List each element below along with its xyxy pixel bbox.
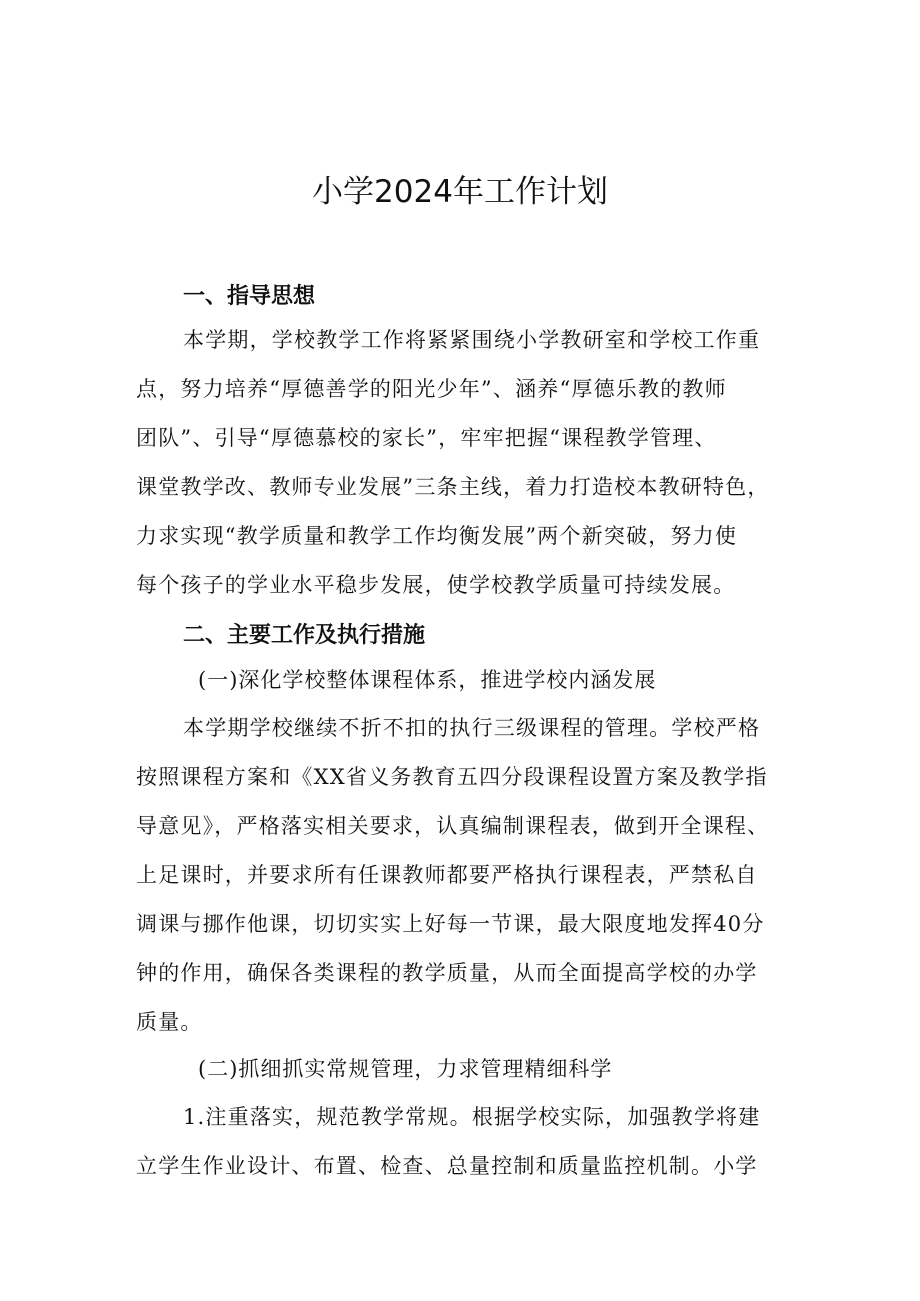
- paragraph-line: 点，努力培养“厚德善学的阳光少年”、涵养“厚德乐教的教师: [136, 377, 727, 401]
- paragraph-line: 质量。: [136, 1010, 203, 1034]
- paragraph-line: 课堂教学改、教师专业发展”三条主线，着力打造校本教研特色，: [136, 475, 770, 499]
- paragraph-line: 立学生作业设计、布置、检查、总量控制和质量监控机制。小学: [136, 1154, 758, 1178]
- paragraph-line: 上足课时，并要求所有任课教师都要严格执行课程表，严禁私自: [136, 863, 758, 887]
- paragraph-line: 调课与挪作他课，切切实实上好每一节课，最大限度地发挥40分: [136, 912, 765, 936]
- paragraph-line: 按照课程方案和《XX省义务教育五四分段课程设置方案及教学指: [136, 765, 768, 789]
- subsection-heading-curriculum: (一)深化学校整体课程体系，推进学校内涵发展: [198, 668, 657, 692]
- paragraph-line: 每个孩子的学业水平稳步发展，使学校教学质量可持续发展。: [136, 573, 736, 597]
- subsection-heading-routine-management: (二)抓细抓实常规管理，力求管理精细科学: [198, 1057, 613, 1081]
- section-heading-guiding-ideology: 一、指导思想: [183, 284, 316, 309]
- paragraph-line: 1.注重落实，规范教学常规。根据学校实际，加强教学将建: [183, 1105, 761, 1129]
- section-heading-main-work: 二、主要工作及执行措施: [183, 623, 426, 648]
- paragraph-line: 导意见》，严格落实相关要求，认真编制课程表，做到开全课程、: [136, 814, 770, 838]
- paragraph-line: 本学期，学校教学工作将紧紧围绕小学教研室和学校工作重: [183, 328, 761, 352]
- paragraph-line: 团队”、引导“厚德慕校的家长”，牢牢把握“课程教学管理、: [136, 426, 717, 450]
- paragraph-line: 力求实现“教学质量和教学工作均衡发展”两个新突破，努力使: [136, 524, 738, 548]
- document-title: 小学2024年工作计划: [312, 174, 608, 210]
- paragraph-line: 钟的作用，确保各类课程的教学质量，从而全面提高学校的办学: [136, 961, 758, 985]
- paragraph-line: 本学期学校继续不折不扣的执行三级课程的管理。学校严格: [183, 716, 761, 740]
